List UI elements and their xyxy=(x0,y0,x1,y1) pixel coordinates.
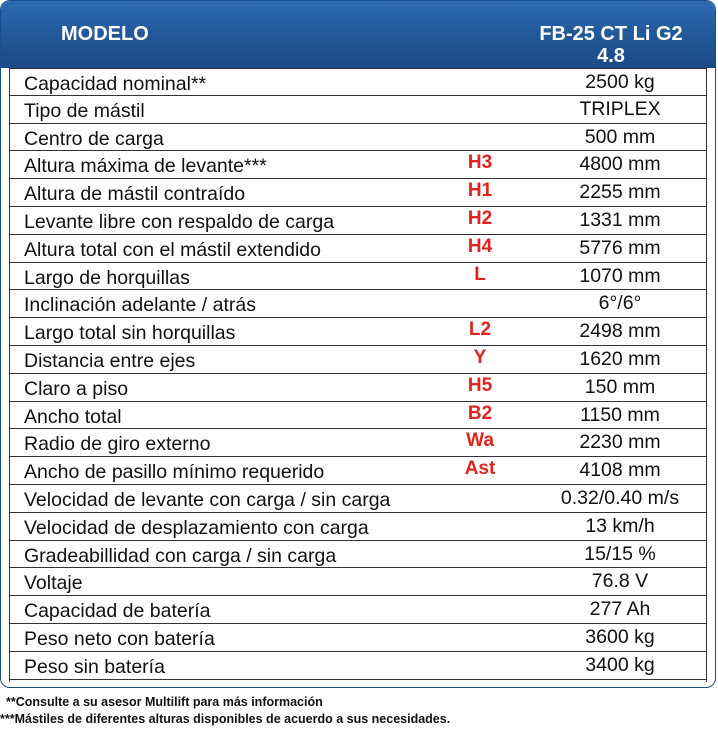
row-value: 6°/6° xyxy=(598,292,642,315)
row-label: Capacidad de batería xyxy=(24,600,211,623)
row-value: 0.32/0.40 m/s xyxy=(560,486,680,509)
row-dimension-code: B2 xyxy=(467,402,493,424)
row-label: Altura de mástil contraído xyxy=(24,183,246,206)
table-row xyxy=(10,429,706,457)
table-row xyxy=(10,151,706,179)
row-label: Ancho total xyxy=(24,405,122,428)
row-value: 15/15 % xyxy=(584,542,656,565)
table-row xyxy=(10,402,706,430)
row-label: Levante libre con respaldo de carga xyxy=(24,210,335,233)
row-value: 1070 mm xyxy=(579,264,661,287)
table-row xyxy=(10,624,706,652)
row-dimension-code: L xyxy=(474,263,486,285)
table-row xyxy=(10,485,706,513)
row-label: Distancia entre ejes xyxy=(24,349,196,372)
row-label: Gradeabillidad con carga / sin carga xyxy=(24,544,337,567)
table-row xyxy=(10,124,706,152)
row-dimension-code: Y xyxy=(473,346,487,368)
table-row xyxy=(10,263,706,291)
row-label: Peso sin batería xyxy=(24,655,165,678)
row-value: 13 km/h xyxy=(585,514,655,537)
row-value: 3400 kg xyxy=(585,653,655,676)
table-row xyxy=(10,290,706,318)
row-dimension-code: L2 xyxy=(468,319,492,341)
row-value: 5776 mm xyxy=(579,236,661,259)
row-label: Inclinación adelante / atrás xyxy=(24,294,256,317)
table-row xyxy=(10,346,706,374)
table-row xyxy=(10,68,706,96)
row-dimension-code: H3 xyxy=(467,152,493,174)
table-row xyxy=(10,568,706,596)
row-label: Largo total sin horquillas xyxy=(24,322,236,345)
row-value: 4800 mm xyxy=(579,153,661,176)
table-row xyxy=(10,96,706,124)
row-value: 277 Ah xyxy=(589,598,651,621)
footnote-capacity: **Consulte a su asesor Multilift para más información xyxy=(6,695,323,709)
model-name-line-1: FB-25 CT Li G2 xyxy=(539,23,683,45)
row-value: 4108 mm xyxy=(579,459,661,482)
row-value: 2230 mm xyxy=(579,431,661,454)
model-name-line-2: 4.8 xyxy=(597,45,625,67)
row-dimension-code: Wa xyxy=(466,430,494,452)
row-value: TRIPLEX xyxy=(579,97,661,120)
table-row xyxy=(10,457,706,485)
row-dimension-code: H5 xyxy=(467,374,493,396)
footnote-mast-heights: ***Mástiles de diferentes alturas disponibles de acuerdo a sus necesidades. xyxy=(0,712,451,726)
row-dimension-code: H2 xyxy=(467,207,493,229)
row-label: Velocidad de levante con carga / sin carga xyxy=(24,488,391,511)
row-label: Altura máxima de levante*** xyxy=(24,155,267,178)
row-label: Centro de carga xyxy=(24,127,164,150)
table-row xyxy=(10,652,706,680)
row-value: 76.8 V xyxy=(591,570,649,593)
row-label: Tipo de mástil xyxy=(24,99,145,122)
row-value: 3600 kg xyxy=(585,625,655,648)
table-row xyxy=(10,541,706,569)
row-value: 150 mm xyxy=(584,375,656,398)
row-value: 2255 mm xyxy=(579,181,661,204)
row-value: 1620 mm xyxy=(579,347,661,370)
row-label: Voltaje xyxy=(24,572,83,595)
row-value: 500 mm xyxy=(584,125,656,148)
table-row xyxy=(10,374,706,402)
row-dimension-code: Ast xyxy=(464,458,496,480)
table-row xyxy=(10,318,706,346)
table-header xyxy=(1,1,715,68)
row-label: Altura total con el mástil extendido xyxy=(24,238,321,261)
table-row xyxy=(10,513,706,541)
row-value: 1331 mm xyxy=(579,208,661,231)
table-row xyxy=(10,235,706,263)
model-name xyxy=(511,23,711,67)
row-value: 1150 mm xyxy=(580,403,660,426)
spec-rows xyxy=(9,68,707,682)
row-label: Ancho de pasillo mínimo requerido xyxy=(24,461,325,484)
row-label: Peso neto con batería xyxy=(24,627,215,650)
table-row xyxy=(10,596,706,624)
row-value: 2498 mm xyxy=(579,320,661,343)
table-row xyxy=(10,207,706,235)
model-column-label: MODELO xyxy=(61,23,149,45)
row-label: Radio de giro externo xyxy=(24,433,211,456)
row-label: Capacidad nominal** xyxy=(24,73,207,95)
table-row xyxy=(10,179,706,207)
row-label: Velocidad de desplazamiento con carga xyxy=(24,516,369,539)
row-label: Claro a piso xyxy=(24,377,129,400)
row-label: Largo de horquillas xyxy=(24,266,190,289)
row-value: 2500 kg xyxy=(585,71,655,93)
row-dimension-code: H1 xyxy=(467,180,493,202)
row-dimension-code: H4 xyxy=(467,235,493,257)
